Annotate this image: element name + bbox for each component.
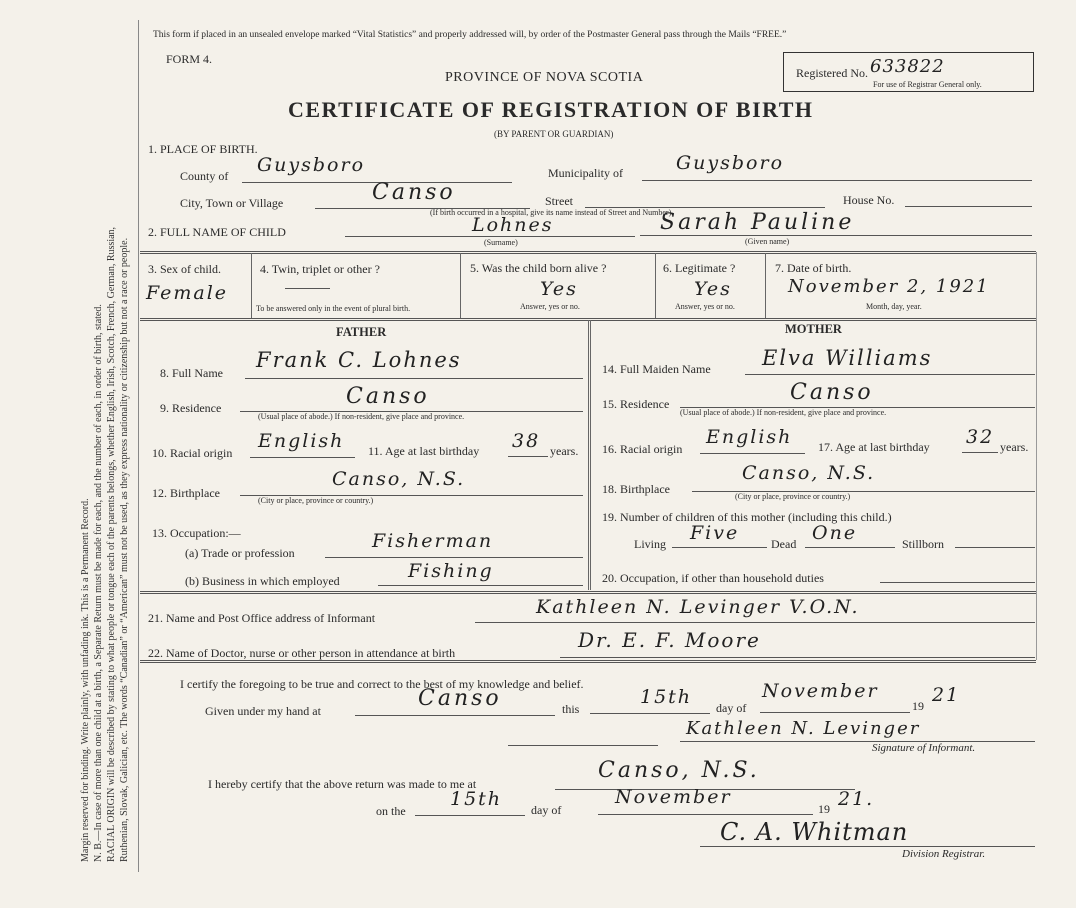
- mother-age-line: [962, 452, 998, 453]
- surname-label: (Surname): [484, 238, 518, 247]
- father-name-value: Frank C. Lohnes: [256, 348, 462, 372]
- father-trade-label: (a) Trade or profession: [185, 546, 295, 560]
- informant-signature: Kathleen N. Levinger: [686, 718, 921, 739]
- legit-note: Answer, yes or no.: [675, 302, 735, 311]
- mother-age-value: 32: [966, 426, 995, 448]
- father-birth-value: Canso, N.S.: [332, 468, 466, 490]
- father-trade-value: Fisherman: [372, 530, 494, 552]
- mother-res-label: 15. Residence: [602, 397, 670, 411]
- certify-day-value: 15th: [640, 686, 693, 708]
- living-value: Five: [690, 522, 740, 544]
- stillborn-label: Stillborn: [902, 537, 945, 551]
- father-race-line: [250, 457, 355, 458]
- municipality-value: Guysboro: [676, 152, 785, 174]
- informant-sig-line: [680, 741, 1035, 742]
- informant-value: Kathleen N. Levinger V.O.N.: [536, 596, 860, 618]
- legit-value: Yes: [694, 278, 732, 300]
- sidebar-note-2: N. B.—In case of more than one child at a birth, a Separate Return must be made for each, and the number of each, in order of birth, stated.: [93, 304, 104, 862]
- father-birth-label: 12. Birthplace: [152, 486, 220, 500]
- twin-label: 4. Twin, triplet or other ?: [260, 262, 380, 276]
- twin-dash: [285, 288, 330, 289]
- father-res-note: (Usual place of abode.) If non-resident, give place and province.: [258, 412, 465, 421]
- mother-heading: MOTHER: [785, 322, 842, 336]
- informant-label: 21. Name and Post Office address of Informant: [148, 611, 376, 625]
- form-number: FORM 4.: [166, 52, 213, 66]
- date-value: November 2, 1921: [788, 276, 990, 297]
- father-name-label: 8. Full Name: [160, 366, 223, 380]
- stillborn-line: [955, 547, 1035, 548]
- date-note: Month, day, year.: [866, 302, 922, 311]
- mother-birth-note: (City or place, province or country.): [735, 492, 851, 501]
- legit-label: 6. Legitimate ?: [663, 261, 736, 275]
- father-age-label: 11. Age at last birthday: [368, 444, 480, 458]
- registered-number: 633822: [870, 56, 945, 77]
- father-age-line: [508, 456, 548, 457]
- father-res-value: Canso: [346, 384, 430, 409]
- mother-name-line: [745, 374, 1035, 375]
- city-value: Canso: [372, 180, 456, 205]
- divider-top: [140, 251, 1036, 254]
- certify-month-value: November: [762, 680, 879, 702]
- certify-month-line: [760, 712, 910, 713]
- this-label: this: [562, 702, 580, 716]
- mother-name-label: 14. Full Maiden Name: [602, 362, 711, 376]
- living-label: Living: [634, 537, 666, 551]
- father-res-label: 9. Residence: [160, 401, 222, 415]
- mother-race-label: 16. Racial origin: [602, 442, 683, 456]
- on-the-label: on the: [376, 804, 406, 818]
- mother-age-label: 17. Age at last birthday: [818, 440, 930, 454]
- registrar-month-line: [598, 814, 813, 815]
- registrar-place-value: Canso, N.S.: [598, 758, 760, 783]
- father-heading: FATHER: [336, 325, 387, 339]
- given-line: [640, 235, 1032, 236]
- mother-name-value: Elva Williams: [762, 346, 933, 370]
- registrar-day-of-label: day of: [531, 803, 562, 817]
- mother-res-note: (Usual place of abode.) If non-resident, give place and province.: [680, 408, 887, 417]
- box-divider-1: [251, 253, 252, 319]
- hospital-note: (If birth occurred in a hospital, give its name instead of Street and Number): [430, 208, 672, 217]
- father-name-line: [245, 378, 583, 379]
- father-trade-line: [325, 557, 583, 558]
- given-place-line: [355, 715, 555, 716]
- registrar-year-prefix: 19: [818, 802, 830, 816]
- street-label: Street: [545, 194, 573, 208]
- column-divider: [588, 320, 591, 590]
- postal-notice: This form if placed in an unsealed envelope marked “Vital Statistics” and properly addressed will, by order of the Postmaster General pass through the Mails “FREE.”: [153, 30, 787, 40]
- municipality-line: [642, 180, 1032, 181]
- box-divider-4: [765, 253, 766, 319]
- father-occ-label: 13. Occupation:—: [152, 526, 241, 540]
- given-under-label: Given under my hand at: [205, 704, 321, 718]
- registrar-year-value: 21.: [838, 788, 875, 810]
- registrar-day-line: [415, 815, 525, 816]
- mother-race-value: English: [706, 426, 793, 448]
- city-label: City, Town or Village: [180, 196, 284, 210]
- registrar-sig-line: [700, 846, 1035, 847]
- father-business-value: Fishing: [408, 560, 494, 582]
- certify-year-prefix: 19: [912, 699, 924, 713]
- sidebar-note-4: Ruthenian, Slovak, Galician, etc. The words “Canadian” or “American” must not be used, as they express nationality or citizenship but not a race or people.: [119, 237, 130, 862]
- sidebar-note-1: Margin reserved for binding. Write plainly, with unfading ink. This is a Permanent Record.: [80, 498, 91, 862]
- mother-children-label: 19. Number of children of this mother (including this child.): [602, 510, 892, 524]
- alive-note: Answer, yes or no.: [520, 302, 580, 311]
- sex-value: Female: [146, 282, 229, 304]
- divider-certify: [140, 660, 1036, 663]
- child-surname: Lohnes: [472, 214, 554, 236]
- father-business-line: [378, 585, 583, 586]
- registered-label: Registered No.: [796, 66, 868, 80]
- registrar-statement: I hereby certify that the above return was made to me at: [208, 777, 477, 791]
- date-label: 7. Date of birth.: [775, 261, 852, 275]
- surname-line: [345, 236, 635, 237]
- mother-res-value: Canso: [790, 380, 874, 405]
- doctor-label: 22. Name of Doctor, nurse or other person in attendance at birth: [148, 646, 456, 660]
- province-heading: PROVINCE OF NOVA SCOTIA: [445, 70, 644, 85]
- alive-label: 5. Was the child born alive ?: [470, 261, 607, 275]
- place-of-birth-label: 1. PLACE OF BIRTH.: [148, 142, 258, 156]
- certify-year-value: 21: [932, 684, 961, 706]
- box-divider-2: [460, 253, 461, 319]
- child-name-label: 2. FULL NAME OF CHILD: [148, 225, 286, 239]
- house-label: House No.: [843, 193, 895, 207]
- certify-day-line: [590, 713, 710, 714]
- sex-label: 3. Sex of child.: [148, 262, 221, 276]
- dead-value: One: [812, 522, 858, 544]
- child-given-name: Sarah Pauline: [660, 210, 855, 235]
- house-line: [905, 206, 1032, 207]
- dead-line: [805, 547, 895, 548]
- separator-short: [508, 745, 658, 746]
- informant-sig-label: Signature of Informant.: [872, 742, 976, 754]
- county-label: County of: [180, 169, 229, 183]
- mother-race-line: [700, 453, 805, 454]
- certificate-subtitle: (BY PARENT OR GUARDIAN): [494, 129, 614, 139]
- mother-birth-value: Canso, N.S.: [742, 462, 876, 484]
- given-label: (Given name): [745, 237, 790, 246]
- municipality-label: Municipality of: [548, 166, 623, 180]
- divider-columns: [140, 591, 1036, 594]
- certify-statement: I certify the foregoing to be true and correct to the best of my knowledge and belief.: [180, 677, 584, 691]
- sidebar-note-3: RACIAL ORIGIN will be described by stating to what people or tongue each of the parents belongs, whether English, Irish, Scotch, French, German, Russian,: [106, 226, 117, 862]
- dead-label: Dead: [771, 537, 797, 551]
- doctor-line: [560, 657, 1035, 658]
- alive-value: Yes: [540, 278, 578, 300]
- father-age-value: 38: [512, 430, 541, 452]
- mother-birth-label: 18. Birthplace: [602, 482, 670, 496]
- registrar-label: Division Registrar.: [902, 848, 986, 860]
- right-border: [1036, 252, 1037, 660]
- registrar-use-note: For use of Registrar General only.: [873, 80, 982, 89]
- registrar-month-value: November: [615, 786, 732, 808]
- registrar-signature: C. A. Whitman: [720, 818, 909, 846]
- mother-occ-label: 20. Occupation, if other than household duties: [602, 571, 824, 585]
- doctor-value: Dr. E. F. Moore: [578, 628, 761, 652]
- binding-margin-line: [138, 20, 139, 872]
- certificate-title: CERTIFICATE OF REGISTRATION OF BIRTH: [288, 97, 814, 122]
- twin-note: To be answered only in the event of plural birth.: [256, 304, 411, 313]
- given-place-value: Canso: [418, 686, 502, 711]
- father-birth-note: (City or place, province or country.): [258, 496, 374, 505]
- box-divider-3: [655, 253, 656, 319]
- father-race-label: 10. Racial origin: [152, 446, 233, 460]
- mother-occ-line: [880, 582, 1035, 583]
- father-race-value: English: [258, 430, 345, 452]
- county-value: Guysboro: [257, 154, 366, 176]
- father-years: years.: [550, 444, 579, 458]
- father-business-label: (b) Business in which employed: [185, 574, 340, 588]
- informant-line: [475, 622, 1035, 623]
- certify-day-of-label: day of: [716, 701, 747, 715]
- living-line: [672, 547, 767, 548]
- mother-years: years.: [1000, 440, 1029, 454]
- registrar-day-value: 15th: [450, 788, 503, 810]
